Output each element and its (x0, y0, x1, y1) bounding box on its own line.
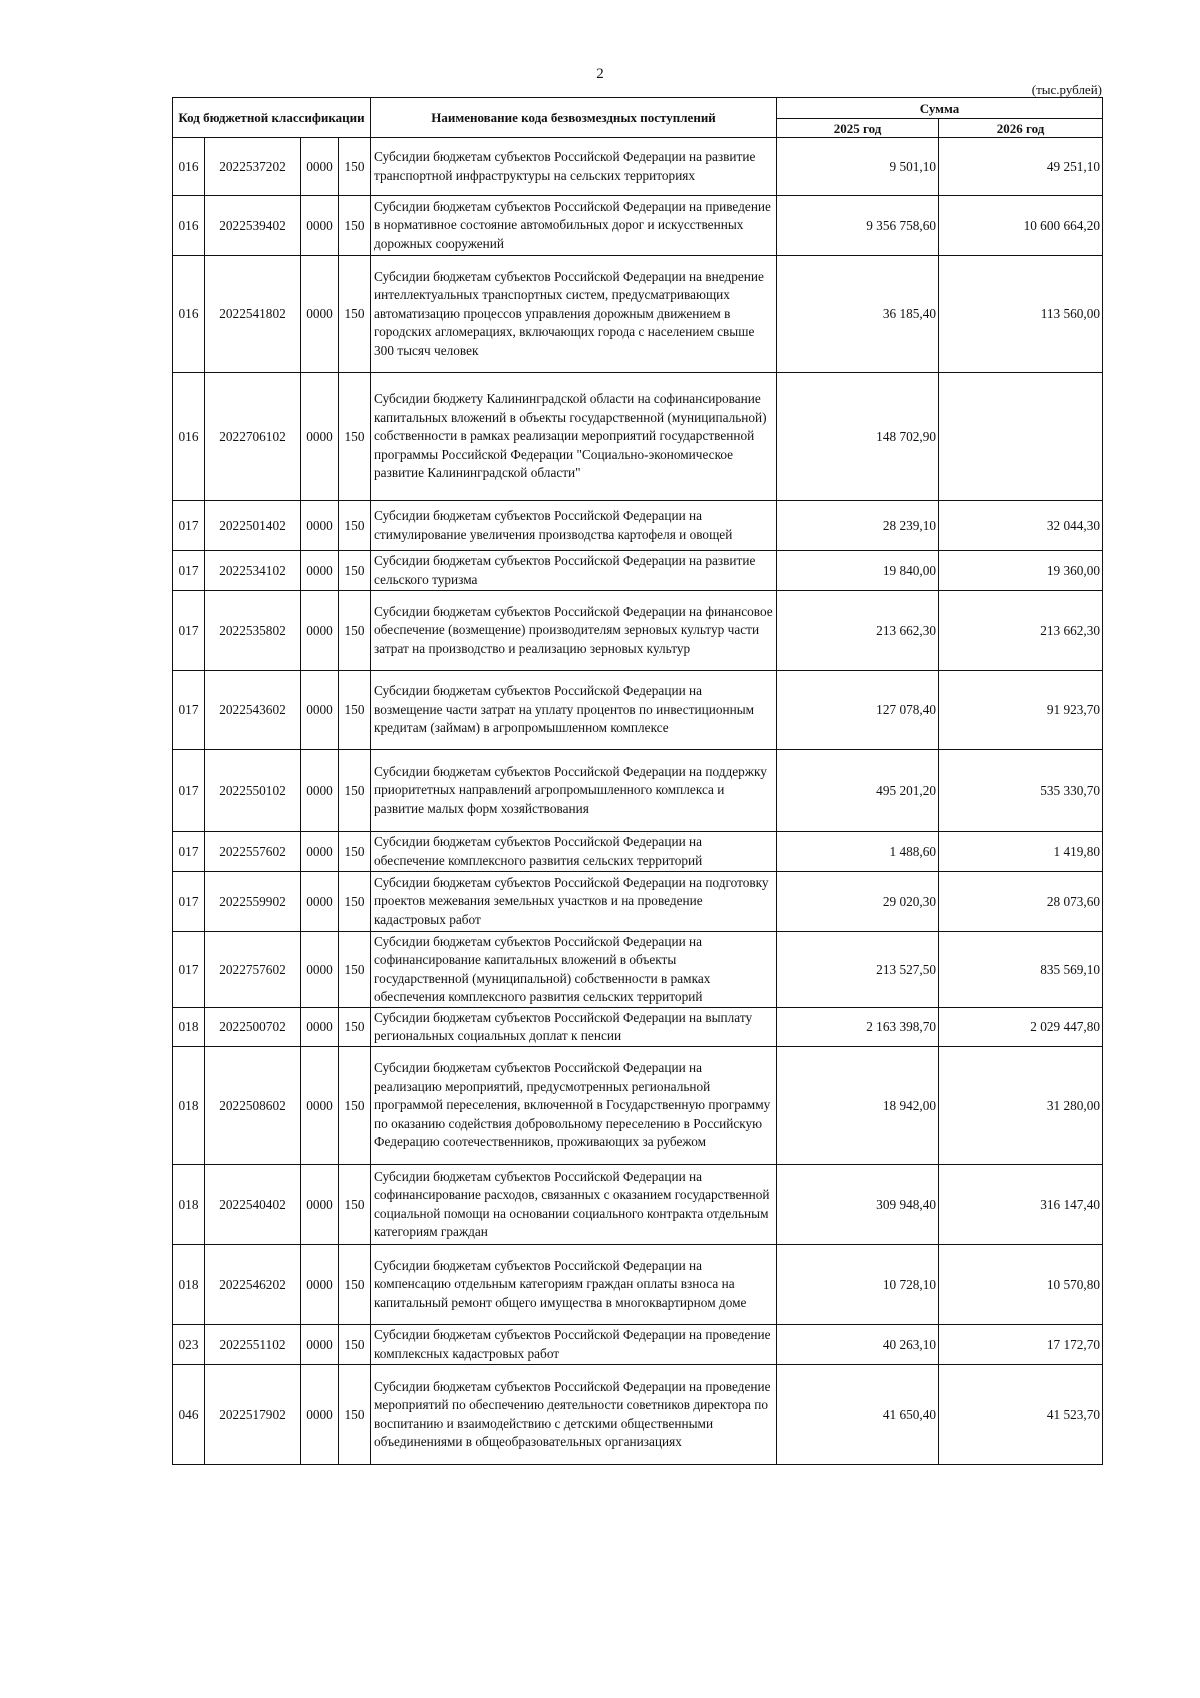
units-label: (тыс.рублей) (1031, 82, 1102, 97)
cell-subtype-code: 0000 (301, 501, 339, 551)
cell-sum-2026: 10 570,80 (939, 1245, 1103, 1325)
table-row (173, 256, 1103, 373)
cell-income-code: 2022517902 (205, 1365, 301, 1465)
cell-sum-2025: 309 948,40 (777, 1165, 939, 1245)
cell-subtype-code: 0000 (301, 373, 339, 501)
table-row (173, 1245, 1103, 1325)
cell-classification-code: 150 (339, 1008, 371, 1047)
cell-income-code: 2022550102 (205, 750, 301, 832)
cell-admin-code: 018 (173, 1165, 205, 1245)
cell-classification-code: 150 (339, 1365, 371, 1465)
cell-subtype-code: 0000 (301, 832, 339, 872)
cell-income-code: 2022534102 (205, 551, 301, 591)
cell-income-code: 2022500702 (205, 1008, 301, 1047)
cell-sum-2025: 213 527,50 (777, 932, 939, 1008)
cell-sum-2026: 1 419,80 (939, 832, 1103, 872)
cell-income-name: Субсидии бюджетам субъектов Российской Федерации на выплату региональных социальных доплат к пенсии (371, 1008, 777, 1047)
cell-income-name: Субсидии бюджетам субъектов Российской Федерации на подготовку проектов межевания земельных участков и на проведение кадастровых работ (371, 872, 777, 932)
table-row (173, 1047, 1103, 1165)
cell-income-code: 2022706102 (205, 373, 301, 501)
cell-admin-code: 017 (173, 832, 205, 872)
table-row (173, 196, 1103, 256)
cell-income-name: Субсидии бюджетам субъектов Российской Федерации на стимулирование увеличения производства картофеля и овощей (371, 501, 777, 551)
cell-admin-code: 017 (173, 551, 205, 591)
cell-classification-code: 150 (339, 750, 371, 832)
cell-income-name: Субсидии бюджетам субъектов Российской Федерации на компенсацию отдельным категориям граждан оплаты взноса на капитальный ремонт общего имущества в многоквартирном доме (371, 1245, 777, 1325)
header-code-group: Код бюджетной классификации (173, 98, 371, 138)
cell-admin-code: 017 (173, 932, 205, 1008)
cell-sum-2026: 2 029 447,80 (939, 1008, 1103, 1047)
cell-sum-2025: 36 185,40 (777, 256, 939, 373)
cell-income-code: 2022540402 (205, 1165, 301, 1245)
cell-admin-code: 017 (173, 750, 205, 832)
table-row (173, 1165, 1103, 1245)
cell-subtype-code: 0000 (301, 196, 339, 256)
cell-income-name: Субсидии бюджетам субъектов Российской Федерации на развитие сельского туризма (371, 551, 777, 591)
table-row (173, 551, 1103, 591)
cell-classification-code: 150 (339, 1245, 371, 1325)
header-year-2025: 2025 год (777, 119, 939, 138)
header-year-2026: 2026 год (939, 119, 1103, 138)
cell-admin-code: 023 (173, 1325, 205, 1365)
cell-income-code: 2022551102 (205, 1325, 301, 1365)
cell-admin-code: 017 (173, 671, 205, 750)
cell-income-code: 2022541802 (205, 256, 301, 373)
cell-income-name: Субсидии бюджетам субъектов Российской Федерации на возмещение части затрат на уплату процентов по инвестиционным кредитам (займам) в агропромышленном комплексе (371, 671, 777, 750)
cell-sum-2025: 9 356 758,60 (777, 196, 939, 256)
cell-sum-2026: 28 073,60 (939, 872, 1103, 932)
cell-subtype-code: 0000 (301, 1245, 339, 1325)
cell-classification-code: 150 (339, 671, 371, 750)
table-row (173, 1365, 1103, 1465)
cell-classification-code: 150 (339, 373, 371, 501)
cell-income-code: 2022508602 (205, 1047, 301, 1165)
cell-admin-code: 017 (173, 501, 205, 551)
cell-admin-code: 017 (173, 872, 205, 932)
cell-subtype-code: 0000 (301, 671, 339, 750)
table-row (173, 932, 1103, 1008)
cell-sum-2026: 17 172,70 (939, 1325, 1103, 1365)
cell-sum-2026: 316 147,40 (939, 1165, 1103, 1245)
cell-income-code: 2022537202 (205, 138, 301, 196)
page-number: 2 (596, 66, 604, 82)
cell-admin-code: 018 (173, 1008, 205, 1047)
cell-subtype-code: 0000 (301, 1165, 339, 1245)
cell-income-code: 2022559902 (205, 872, 301, 932)
table-row (173, 373, 1103, 501)
cell-sum-2026: 113 560,00 (939, 256, 1103, 373)
cell-admin-code: 018 (173, 1245, 205, 1325)
table-row (173, 750, 1103, 832)
cell-sum-2026: 535 330,70 (939, 750, 1103, 832)
cell-income-code: 2022543602 (205, 671, 301, 750)
cell-income-name: Субсидии бюджетам субъектов Российской Федерации на софинансирование расходов, связанных с оказанием государственной социальной помощи на основании социального контракта отдельным категориям граждан (371, 1165, 777, 1245)
cell-classification-code: 150 (339, 1325, 371, 1365)
cell-sum-2026: 19 360,00 (939, 551, 1103, 591)
cell-income-code: 2022557602 (205, 832, 301, 872)
cell-classification-code: 150 (339, 551, 371, 591)
cell-classification-code: 150 (339, 1165, 371, 1245)
cell-sum-2026: 41 523,70 (939, 1365, 1103, 1465)
table-row (173, 501, 1103, 551)
cell-classification-code: 150 (339, 256, 371, 373)
cell-admin-code: 016 (173, 196, 205, 256)
cell-income-code: 2022757602 (205, 932, 301, 1008)
budget-table (172, 97, 1103, 1465)
cell-sum-2026: 91 923,70 (939, 671, 1103, 750)
table-row (173, 138, 1103, 196)
cell-subtype-code: 0000 (301, 872, 339, 932)
cell-sum-2025: 28 239,10 (777, 501, 939, 551)
cell-income-name: Субсидии бюджетам субъектов Российской Федерации на реализацию мероприятий, предусмотренных региональной программой переселения, включенной в Государственную программу по оказанию содействия добровольному переселению в Российскую Федерацию соотечественников, проживающих за рубежом (371, 1047, 777, 1165)
cell-sum-2026: 32 044,30 (939, 501, 1103, 551)
cell-sum-2026: 10 600 664,20 (939, 196, 1103, 256)
cell-sum-2026: 835 569,10 (939, 932, 1103, 1008)
table-row (173, 1008, 1103, 1047)
cell-sum-2025: 127 078,40 (777, 671, 939, 750)
cell-subtype-code: 0000 (301, 932, 339, 1008)
cell-income-name: Субсидии бюджетам субъектов Российской Федерации на проведение комплексных кадастровых работ (371, 1325, 777, 1365)
cell-income-code: 2022535802 (205, 591, 301, 671)
cell-admin-code: 016 (173, 138, 205, 196)
cell-subtype-code: 0000 (301, 1047, 339, 1165)
cell-classification-code: 150 (339, 872, 371, 932)
cell-subtype-code: 0000 (301, 1008, 339, 1047)
cell-sum-2025: 495 201,20 (777, 750, 939, 832)
cell-sum-2025: 213 662,30 (777, 591, 939, 671)
cell-sum-2026: 213 662,30 (939, 591, 1103, 671)
cell-sum-2025: 9 501,10 (777, 138, 939, 196)
cell-admin-code: 046 (173, 1365, 205, 1465)
cell-subtype-code: 0000 (301, 1325, 339, 1365)
cell-subtype-code: 0000 (301, 138, 339, 196)
cell-classification-code: 150 (339, 832, 371, 872)
cell-sum-2025: 40 263,10 (777, 1325, 939, 1365)
cell-subtype-code: 0000 (301, 591, 339, 671)
cell-sum-2025: 19 840,00 (777, 551, 939, 591)
cell-income-name: Субсидии бюджетам субъектов Российской Федерации на поддержку приоритетных направлений агропромышленного комплекса и развитие малых форм хозяйствования (371, 750, 777, 832)
cell-sum-2025: 1 488,60 (777, 832, 939, 872)
cell-income-name: Субсидии бюджетам субъектов Российской Федерации на обеспечение комплексного развития сельских территорий (371, 832, 777, 872)
cell-sum-2025: 148 702,90 (777, 373, 939, 501)
cell-sum-2026 (939, 373, 1103, 501)
cell-admin-code: 017 (173, 591, 205, 671)
cell-income-name: Субсидии бюджетам субъектов Российской Федерации на финансовое обеспечение (возмещение) производителям зерновых культур части затрат на производство и реализацию зерновых культур (371, 591, 777, 671)
cell-classification-code: 150 (339, 196, 371, 256)
cell-sum-2025: 18 942,00 (777, 1047, 939, 1165)
table-row (173, 832, 1103, 872)
cell-income-name: Субсидии бюджету Калининградской области на софинансирование капитальных вложений в объекты государственной (муниципальной) собственности в рамках реализации мероприятий государственной программы Российской Федерации "Социально-экономическое развитие Калининградской области" (371, 373, 777, 501)
table-row (173, 1325, 1103, 1365)
cell-income-name: Субсидии бюджетам субъектов Российской Федерации на развитие транспортной инфраструктуры на сельских территориях (371, 138, 777, 196)
cell-admin-code: 016 (173, 373, 205, 501)
table-row (173, 671, 1103, 750)
cell-subtype-code: 0000 (301, 750, 339, 832)
cell-income-code: 2022501402 (205, 501, 301, 551)
cell-income-name: Субсидии бюджетам субъектов Российской Федерации на приведение в нормативное состояние автомобильных дорог и искусственных дорожных сооружений (371, 196, 777, 256)
cell-income-code: 2022539402 (205, 196, 301, 256)
table-row (173, 872, 1103, 932)
cell-classification-code: 150 (339, 1047, 371, 1165)
cell-sum-2025: 2 163 398,70 (777, 1008, 939, 1047)
table-body (173, 138, 1103, 1465)
cell-income-name: Субсидии бюджетам субъектов Российской Федерации на проведение мероприятий по обеспечению деятельности советников директора по воспитанию и взаимодействию с детскими общественными объединениями в общеобразовательных организациях (371, 1365, 777, 1465)
cell-income-name: Субсидии бюджетам субъектов Российской Федерации на софинансирование капитальных вложений в объекты государственной (муниципальной) собственности в рамках обеспечения комплексного развития сельских территорий (371, 932, 777, 1008)
cell-subtype-code: 0000 (301, 256, 339, 373)
cell-sum-2025: 41 650,40 (777, 1365, 939, 1465)
header-sum: Сумма (777, 98, 1103, 119)
cell-classification-code: 150 (339, 138, 371, 196)
cell-sum-2025: 29 020,30 (777, 872, 939, 932)
cell-admin-code: 018 (173, 1047, 205, 1165)
cell-income-code: 2022546202 (205, 1245, 301, 1325)
cell-classification-code: 150 (339, 501, 371, 551)
cell-classification-code: 150 (339, 591, 371, 671)
cell-subtype-code: 0000 (301, 551, 339, 591)
cell-income-name: Субсидии бюджетам субъектов Российской Федерации на внедрение интеллектуальных транспортных систем, предусматривающих автоматизацию процессов управления дорожным движением в городских агломерациях, включающих города с населением свыше 300 тысяч человек (371, 256, 777, 373)
cell-classification-code: 150 (339, 932, 371, 1008)
cell-sum-2026: 31 280,00 (939, 1047, 1103, 1165)
table-row (173, 591, 1103, 671)
header-name: Наименование кода безвозмездных поступлений (371, 98, 777, 138)
cell-admin-code: 016 (173, 256, 205, 373)
cell-sum-2025: 10 728,10 (777, 1245, 939, 1325)
cell-subtype-code: 0000 (301, 1365, 339, 1465)
cell-sum-2026: 49 251,10 (939, 138, 1103, 196)
